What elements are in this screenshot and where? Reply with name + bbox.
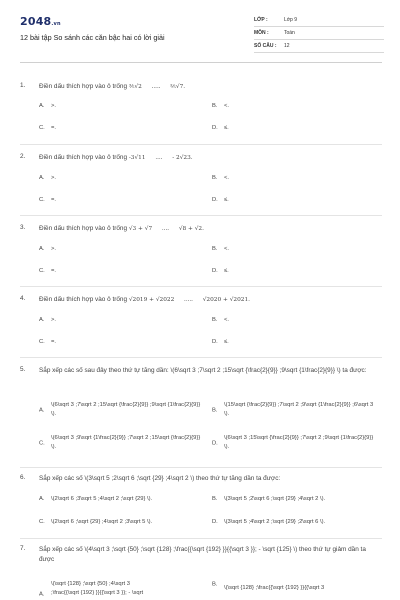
blank-dots: ....	[161, 225, 170, 232]
option-label: D.	[212, 339, 218, 345]
math-right: - 2√23.	[172, 155, 193, 161]
option-d[interactable]	[212, 519, 325, 525]
option-a[interactable]	[39, 401, 211, 420]
question-4	[20, 295, 382, 355]
option-text: ≤.	[224, 268, 229, 274]
option-b[interactable]	[212, 580, 382, 600]
option-text: ≤.	[224, 339, 229, 345]
math-right: √2020 + √2021.	[202, 297, 250, 303]
option-a[interactable]	[39, 246, 56, 252]
logo-main: 2048	[20, 15, 52, 28]
option-text: =.	[51, 268, 56, 274]
option-b[interactable]	[212, 246, 229, 252]
option-d[interactable]	[212, 197, 229, 203]
option-a[interactable]	[39, 103, 56, 109]
question-divider	[20, 215, 382, 216]
option-text: >.	[51, 246, 56, 252]
option-label: A.	[39, 407, 45, 413]
option-label: C.	[39, 125, 45, 131]
question-divider	[20, 357, 382, 358]
option-label: C.	[39, 519, 45, 525]
option-a[interactable]	[39, 317, 56, 323]
option-label: B.	[212, 175, 218, 181]
question-text: Sắp xếp các số \(3\sqrt 5 ;2\sqrt 6 ;\sqrt {29} ;4\sqrt 2 \) theo thứ tự tăng dần ta được:	[39, 475, 281, 482]
option-text: \(3\sqrt 5 ;4\sqrt 2 ;\sqrt {29} ;2\sqrt 6 \).	[224, 519, 326, 525]
option-label: C.	[39, 268, 45, 274]
option-text-line2: ;\frac{{\sqrt {192} }}{{\sqrt 3 }}; - \sqrt	[51, 590, 144, 596]
question-text	[39, 224, 379, 234]
question-prefix: Điền dấu thích hợp vào ô trống	[39, 83, 128, 90]
question-text	[39, 82, 379, 92]
math-left: ⅗√2	[128, 84, 142, 90]
option-text: =.	[51, 125, 56, 131]
blank-dots: .....	[184, 296, 193, 303]
question-number: 4.	[20, 295, 26, 302]
question-divider	[20, 144, 382, 145]
option-label: C.	[39, 197, 45, 203]
option-text-line1: \(\sqrt {128} ;\sqrt {50} ;4\sqrt 3	[51, 581, 130, 587]
meta-row-count	[254, 40, 384, 53]
question-2	[20, 153, 382, 213]
option-text: \(6\sqrt 3 ;7\sqrt 2 ;15\sqrt {\frac{2}{9}} ;9\sqrt {1\frac{2}{9}} \).	[51, 402, 201, 417]
option-label: A.	[39, 246, 45, 252]
question-7	[20, 545, 382, 600]
option-b[interactable]	[212, 401, 382, 420]
blank-dots: ....	[155, 154, 163, 161]
question-number: 2.	[20, 153, 26, 160]
question-3	[20, 224, 382, 284]
meta-row-class	[254, 14, 384, 27]
option-a[interactable]	[39, 175, 56, 181]
option-label: D.	[212, 125, 218, 131]
option-text: <.	[224, 317, 229, 323]
question-text	[39, 153, 379, 163]
meta-key: MÔN :	[254, 30, 269, 36]
question-prefix: Điền dấu thích hợp vào ô trống	[39, 296, 128, 303]
option-label: D.	[212, 519, 218, 525]
header-divider	[20, 62, 382, 63]
document-title: 12 bài tập So sánh các căn bậc hai có lời giải	[20, 33, 165, 42]
option-d[interactable]	[212, 268, 229, 274]
option-text: <.	[224, 103, 229, 109]
option-label: D.	[212, 268, 218, 274]
option-text: \(2\sqrt 6 ;3\sqrt 5 ;4\sqrt 2 ;\sqrt {29} \).	[51, 496, 153, 502]
question-divider	[20, 467, 382, 468]
meta-value: Toán	[284, 30, 295, 36]
question-number: 5.	[20, 366, 26, 373]
option-a[interactable]	[39, 496, 152, 502]
page-header	[0, 0, 400, 62]
option-label: B.	[212, 407, 218, 413]
question-5	[20, 366, 382, 466]
option-text: ≤.	[224, 197, 229, 203]
option-label: A.	[39, 175, 45, 181]
option-b[interactable]	[212, 317, 229, 323]
option-label: B.	[212, 496, 218, 502]
option-text-line1: \(\sqrt {128} ;\frac{{\sqrt {192} }}{{\sqrt 3	[224, 585, 325, 591]
math-left: √2019 + √2022	[128, 297, 175, 303]
option-text: >.	[51, 175, 56, 181]
option-label: A.	[39, 317, 45, 323]
option-b[interactable]	[212, 103, 229, 109]
option-label: D.	[212, 440, 218, 446]
meta-value: Lớp 9	[284, 17, 298, 23]
meta-value: 12	[284, 43, 290, 49]
option-text: <.	[224, 246, 229, 252]
option-c[interactable]	[39, 268, 56, 274]
option-label: B.	[212, 317, 218, 323]
option-d[interactable]	[212, 125, 229, 131]
meta-key: LỚP :	[254, 17, 268, 23]
math-right: ⅖√7.	[170, 84, 186, 90]
question-prefix: Điền dấu thích hợp vào ô trống	[39, 154, 128, 161]
option-c[interactable]	[39, 197, 56, 203]
site-logo[interactable]	[20, 15, 61, 28]
question-text: Sắp xếp các số sau đây theo thứ tự tăng dần: \(6\sqrt 3 ;7\sqrt 2 ;15\sqrt {\frac{2}{9}} ;9\sqrt {1\frac{2}{9}} \) ta được:	[39, 367, 367, 374]
option-label: A.	[39, 103, 45, 109]
math-left: -3√11	[128, 155, 146, 161]
math-right: √8 + √2.	[178, 226, 204, 232]
option-text: >.	[51, 317, 56, 323]
option-text: =.	[51, 339, 56, 345]
question-text: Sắp xếp các số \(4\sqrt 3 ;\sqrt {50} ;\sqrt {128} ;\frac{{\sqrt {192} }}{{\sqrt 3 }}; - \sqrt {125} \) theo thứ tự giảm dần ta được	[39, 546, 366, 563]
option-label: B.	[212, 246, 218, 252]
question-6	[20, 474, 382, 534]
option-d[interactable]	[212, 339, 229, 345]
question-number: 1.	[20, 82, 26, 89]
option-text: =.	[51, 197, 56, 203]
question-number: 6.	[20, 474, 26, 481]
option-text: \(15\sqrt {\frac{2}{9}} ;7\sqrt 2 ;9\sqrt {1\frac{2}{9}} ;6\sqrt 3 \).	[224, 402, 374, 417]
option-c[interactable]	[39, 434, 211, 453]
option-text: \(6\sqrt 3 ;9\sqrt {1\frac{2}{9}} ;7\sqrt 2 ;15\sqrt {\frac{2}{9}} \).	[51, 435, 201, 450]
meta-row-subject	[254, 27, 384, 40]
question-divider	[20, 538, 382, 539]
option-label: D.	[212, 197, 218, 203]
option-b[interactable]	[212, 496, 325, 502]
option-c[interactable]	[39, 125, 56, 131]
option-text: <.	[224, 175, 229, 181]
blank-dots: .....	[151, 83, 161, 90]
option-label: C.	[39, 339, 45, 345]
question-number: 3.	[20, 224, 26, 231]
option-text: \(6\sqrt 3 ;15\sqrt {\frac{2}{9}} ;7\sqrt 2 ;9\sqrt {1\frac{2}{9}} \).	[224, 435, 374, 450]
option-a[interactable]	[39, 580, 211, 600]
option-label: B.	[212, 103, 218, 109]
option-b[interactable]	[212, 175, 229, 181]
question-divider	[20, 286, 382, 287]
option-text: \(2\sqrt 6 ;\sqrt {29} ;4\sqrt 2 ;3\sqrt 5 \).	[51, 519, 153, 525]
option-text: ≤.	[224, 125, 229, 131]
logo-suffix: .vn	[51, 21, 61, 27]
option-label: A.	[39, 591, 45, 598]
option-label: A.	[39, 496, 45, 502]
option-text: >.	[51, 103, 56, 109]
meta-key: SỐ CÂU :	[254, 43, 277, 49]
math-left: √3 + √7	[128, 226, 153, 232]
option-c[interactable]	[39, 339, 56, 345]
question-prefix: Điền dấu thích hợp vào ô trống	[39, 225, 128, 232]
question-1	[20, 82, 382, 142]
option-label: B.	[212, 581, 218, 588]
meta-table	[254, 14, 384, 53]
question-number: 7.	[20, 545, 26, 552]
option-c[interactable]	[39, 519, 152, 525]
option-text: \(3\sqrt 5 ;2\sqrt 6 ;\sqrt {29} ;4\sqrt 2 \).	[224, 496, 326, 502]
option-label: C.	[39, 440, 45, 446]
option-d[interactable]	[212, 434, 382, 453]
question-text	[39, 295, 379, 305]
